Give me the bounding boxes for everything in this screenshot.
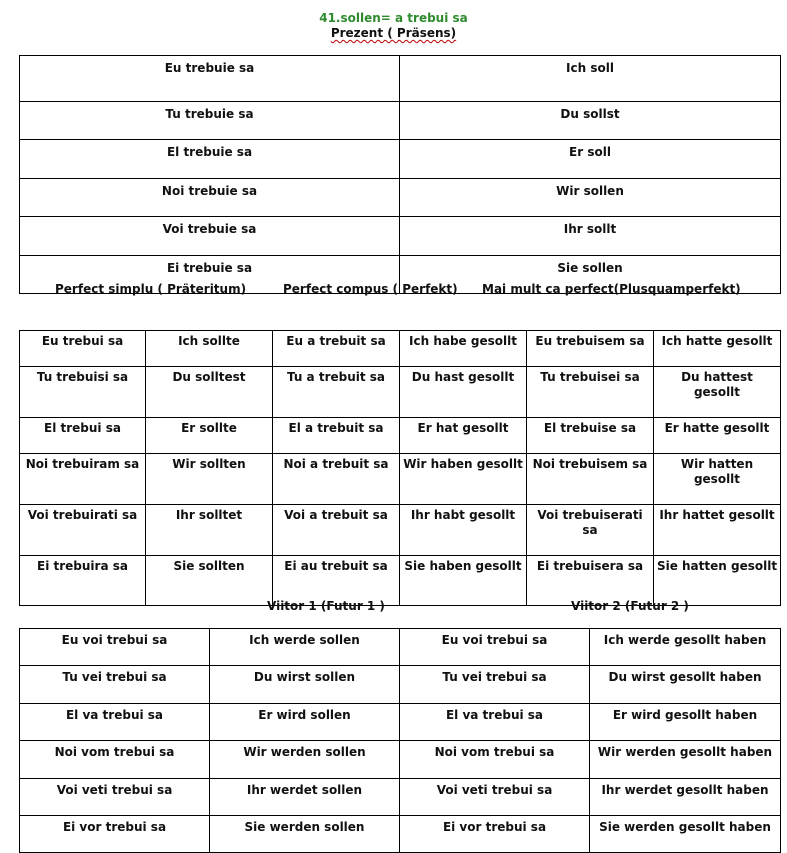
- table-cell: Er hatte gesollt: [654, 418, 781, 454]
- table-cell: Ei trebuie sa: [20, 256, 400, 294]
- table-cell: Tu trebuie sa: [20, 102, 400, 140]
- table-row: [20, 666, 781, 704]
- table-cell: Wir sollen: [400, 179, 781, 217]
- table-row: [20, 629, 781, 666]
- past-tenses-table: [19, 330, 781, 606]
- table-cell: Er wird sollen: [210, 704, 400, 741]
- table-cell: Voi veti trebui sa: [400, 779, 590, 816]
- table-row: [20, 56, 781, 102]
- table-cell: Noi trebuiram sa: [20, 454, 146, 505]
- table-cell: Tu a trebuit sa: [273, 367, 400, 418]
- table-cell: Tu trebuisi sa: [20, 367, 146, 418]
- table-cell: Noi vom trebui sa: [20, 741, 210, 779]
- table-cell: Eu voi trebui sa: [400, 629, 590, 666]
- table-cell: Tu vei trebui sa: [400, 666, 590, 704]
- table-cell: Ihr solltet: [146, 505, 273, 556]
- table-cell: Wir sollten: [146, 454, 273, 505]
- table-row: [20, 140, 781, 179]
- table-cell: El va trebui sa: [20, 704, 210, 741]
- pluperfect-heading: Mai mult ca perfect(Plusquamperfekt): [482, 282, 741, 296]
- table-cell: Du sollst: [400, 102, 781, 140]
- table-cell: Wir haben gesollt: [400, 454, 527, 505]
- table-cell: Er soll: [400, 140, 781, 179]
- table-cell: Ei au trebuit sa: [273, 556, 400, 606]
- table-cell: Du hattest gesollt: [654, 367, 781, 418]
- table-cell: Voi trebuiserati sa: [527, 505, 654, 556]
- preterite-heading: Perfect simplu ( Präteritum): [55, 282, 247, 296]
- table-cell: Wir werden gesollt haben: [590, 741, 781, 779]
- perfect-heading: Perfect compus ( Perfekt): [283, 282, 458, 296]
- present-tense-heading: [0, 26, 787, 40]
- table-cell: El va trebui sa: [400, 704, 590, 741]
- table-cell: Eu a trebuit sa: [273, 331, 400, 367]
- table-cell: Ihr habt gesollt: [400, 505, 527, 556]
- table-cell: Voi trebuirati sa: [20, 505, 146, 556]
- table-cell: El trebuise sa: [527, 418, 654, 454]
- table-row: [20, 331, 781, 367]
- table-cell: Du wirst sollen: [210, 666, 400, 704]
- table-cell: Eu trebui sa: [20, 331, 146, 367]
- table-cell: El trebuie sa: [20, 140, 400, 179]
- table-cell: Noi vom trebui sa: [400, 741, 590, 779]
- table-cell: Er wird gesollt haben: [590, 704, 781, 741]
- table-cell: El a trebuit sa: [273, 418, 400, 454]
- table-row: [20, 418, 781, 454]
- table-cell: Ei vor trebui sa: [400, 816, 590, 853]
- present-tense-table: [19, 55, 781, 294]
- table-cell: Tu vei trebui sa: [20, 666, 210, 704]
- table-cell: Du solltest: [146, 367, 273, 418]
- table-cell: Ich soll: [400, 56, 781, 102]
- table-cell: Eu trebuisem sa: [527, 331, 654, 367]
- table-cell: Sie sollten: [146, 556, 273, 606]
- table-row: [20, 505, 781, 556]
- present-tense-heading-text: Prezent ( Präsens): [330, 26, 457, 40]
- table-cell: Tu trebuisei sa: [527, 367, 654, 418]
- future-1-heading: Viitor 1 (Futur 1 ): [267, 599, 385, 613]
- table-cell: Voi a trebuit sa: [273, 505, 400, 556]
- table-cell: Ei vor trebui sa: [20, 816, 210, 853]
- table-cell: Sie hatten gesollt: [654, 556, 781, 606]
- table-cell: Ich hatte gesollt: [654, 331, 781, 367]
- table-cell: Eu voi trebui sa: [20, 629, 210, 666]
- table-cell: Wir hatten gesollt: [654, 454, 781, 505]
- table-cell: Er sollte: [146, 418, 273, 454]
- future-tenses-table: [19, 628, 781, 853]
- table-cell: Ei trebuira sa: [20, 556, 146, 606]
- table-cell: Sie werden gesollt haben: [590, 816, 781, 853]
- table-cell: Voi veti trebui sa: [20, 779, 210, 816]
- table-row: [20, 779, 781, 816]
- table-row: [20, 816, 781, 853]
- table-cell: Er hat gesollt: [400, 418, 527, 454]
- table-row: [20, 704, 781, 741]
- table-row: [20, 179, 781, 217]
- table-cell: El trebui sa: [20, 418, 146, 454]
- table-cell: Sie haben gesollt: [400, 556, 527, 606]
- table-cell: Ihr hattet gesollt: [654, 505, 781, 556]
- table-row: [20, 556, 781, 606]
- table-cell: Sie sollen: [400, 256, 781, 294]
- table-cell: Voi trebuie sa: [20, 217, 400, 256]
- table-cell: Ich werde sollen: [210, 629, 400, 666]
- table-cell: Ich habe gesollt: [400, 331, 527, 367]
- table-cell: Ihr werdet sollen: [210, 779, 400, 816]
- table-row: [20, 741, 781, 779]
- table-row: [20, 454, 781, 505]
- table-cell: Sie werden sollen: [210, 816, 400, 853]
- table-cell: Ich werde gesollt haben: [590, 629, 781, 666]
- table-cell: Noi trebuisem sa: [527, 454, 654, 505]
- table-cell: Noi trebuie sa: [20, 179, 400, 217]
- table-cell: Du hast gesollt: [400, 367, 527, 418]
- document-title: 41.sollen= a trebui sa: [319, 11, 468, 25]
- table-cell: Ich sollte: [146, 331, 273, 367]
- table-cell: Ihr werdet gesollt haben: [590, 779, 781, 816]
- table-row: [20, 217, 781, 256]
- table-cell: Ihr sollt: [400, 217, 781, 256]
- table-cell: Du wirst gesollt haben: [590, 666, 781, 704]
- table-cell: Noi a trebuit sa: [273, 454, 400, 505]
- table-cell: Ei trebuisera sa: [527, 556, 654, 606]
- table-cell: Eu trebuie sa: [20, 56, 400, 102]
- future-2-heading: Viitor 2 (Futur 2 ): [571, 599, 689, 613]
- table-cell: Wir werden sollen: [210, 741, 400, 779]
- table-row: [20, 102, 781, 140]
- table-row: [20, 367, 781, 418]
